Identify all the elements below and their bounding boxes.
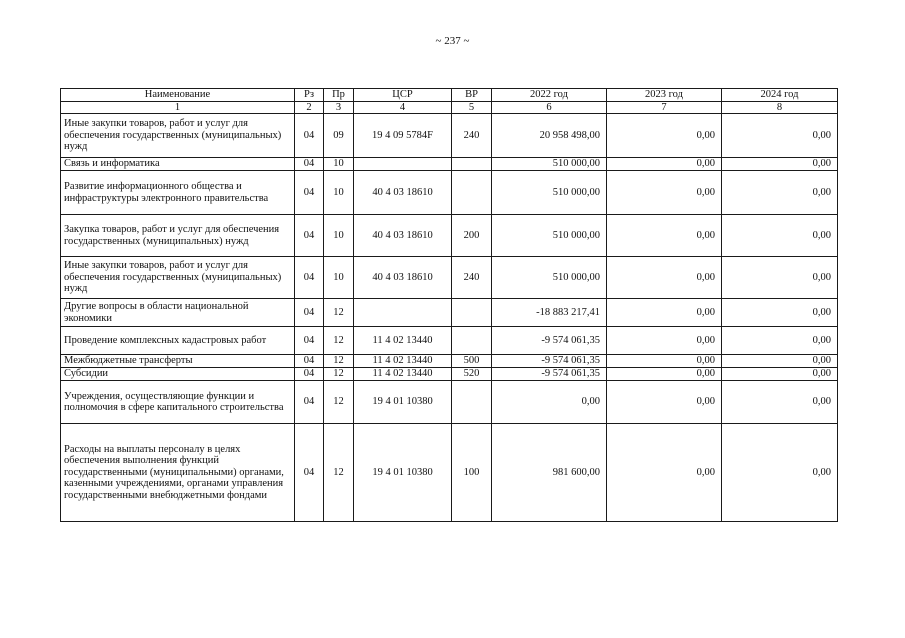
row-rz: 04: [295, 215, 324, 257]
row-rz: 04: [295, 381, 324, 424]
row-pr: 12: [324, 327, 354, 355]
row-csr: 19 4 01 10380: [354, 424, 452, 522]
row-name: Проведение комплексных кадастровых работ: [61, 327, 295, 355]
row-name: Иные закупки товаров, работ и услуг для обеспечения государственных (муниципальных) нужд: [61, 257, 295, 299]
row-csr: 11 4 02 13440: [354, 355, 452, 368]
row-2022: 0,00: [492, 381, 607, 424]
row-2023: 0,00: [607, 355, 722, 368]
column-number: 2: [295, 101, 324, 114]
column-number: 3: [324, 101, 354, 114]
row-csr: 40 4 03 18610: [354, 215, 452, 257]
row-rz: 04: [295, 355, 324, 368]
table-row: [61, 171, 838, 215]
row-name: Другие вопросы в области национальной экономики: [61, 299, 295, 327]
row-csr: [354, 158, 452, 171]
row-2023: 0,00: [607, 424, 722, 522]
row-2024: 0,00: [722, 327, 838, 355]
column-number: 4: [354, 101, 452, 114]
header-csr: ЦСР: [354, 89, 452, 102]
table-row: [61, 368, 838, 381]
row-2023: 0,00: [607, 327, 722, 355]
table-row: [61, 355, 838, 368]
row-rz: 04: [295, 257, 324, 299]
row-pr: 12: [324, 368, 354, 381]
row-name: Закупка товаров, работ и услуг для обеспечения государственных (муниципальных) нужд: [61, 215, 295, 257]
row-vr: 500: [452, 355, 492, 368]
table-row: [61, 381, 838, 424]
row-rz: 04: [295, 424, 324, 522]
column-number: 6: [492, 101, 607, 114]
row-2024: 0,00: [722, 368, 838, 381]
row-vr: 200: [452, 215, 492, 257]
row-pr: 12: [324, 299, 354, 327]
row-2022: 20 958 498,00: [492, 114, 607, 158]
row-vr: 240: [452, 257, 492, 299]
row-vr: 520: [452, 368, 492, 381]
row-vr: [452, 381, 492, 424]
row-2024: 0,00: [722, 257, 838, 299]
row-2024: 0,00: [722, 299, 838, 327]
row-2023: 0,00: [607, 257, 722, 299]
row-pr: 12: [324, 381, 354, 424]
header-name: Наименование: [61, 89, 295, 102]
row-csr: 11 4 02 13440: [354, 327, 452, 355]
row-pr: 10: [324, 215, 354, 257]
column-number: 5: [452, 101, 492, 114]
row-pr: 12: [324, 355, 354, 368]
row-2022: -9 574 061,35: [492, 327, 607, 355]
row-vr: [452, 299, 492, 327]
row-rz: 04: [295, 299, 324, 327]
row-2022: 510 000,00: [492, 171, 607, 215]
table-row: [61, 424, 838, 522]
header-2022: 2022 год: [492, 89, 607, 102]
row-pr: 10: [324, 257, 354, 299]
row-pr: 12: [324, 424, 354, 522]
header-row: [61, 89, 838, 102]
row-2023: 0,00: [607, 171, 722, 215]
page-number: ~ 237 ~: [435, 35, 470, 47]
row-name: Расходы на выплаты персоналу в целях обеспечения выполнения функций государственными (муниципальными) органами, казенными учреждениями, органами управления государственными внебюджетными фондами: [61, 424, 295, 522]
column-number-row: [61, 101, 838, 114]
row-rz: 04: [295, 327, 324, 355]
row-2024: 0,00: [722, 424, 838, 522]
row-2024: 0,00: [722, 158, 838, 171]
row-pr: 09: [324, 114, 354, 158]
row-name: Субсидии: [61, 368, 295, 381]
row-vr: [452, 158, 492, 171]
row-2022: 510 000,00: [492, 257, 607, 299]
row-2024: 0,00: [722, 171, 838, 215]
row-2024: 0,00: [722, 114, 838, 158]
row-name: Межбюджетные трансферты: [61, 355, 295, 368]
row-2024: 0,00: [722, 355, 838, 368]
row-csr: 11 4 02 13440: [354, 368, 452, 381]
row-csr: 19 4 09 5784F: [354, 114, 452, 158]
table-row: [61, 215, 838, 257]
row-2023: 0,00: [607, 158, 722, 171]
row-rz: 04: [295, 171, 324, 215]
row-2023: 0,00: [607, 299, 722, 327]
row-2024: 0,00: [722, 215, 838, 257]
row-2022: -9 574 061,35: [492, 355, 607, 368]
row-2023: 0,00: [607, 114, 722, 158]
row-vr: 100: [452, 424, 492, 522]
row-2024: 0,00: [722, 381, 838, 424]
row-name: Развитие информационного общества и инфраструктуры электронного правительства: [61, 171, 295, 215]
row-rz: 04: [295, 368, 324, 381]
header-2023: 2023 год: [607, 89, 722, 102]
table-row: [61, 327, 838, 355]
row-2023: 0,00: [607, 381, 722, 424]
column-number: 1: [61, 101, 295, 114]
table-row: [61, 158, 838, 171]
table-row: [61, 299, 838, 327]
row-2023: 0,00: [607, 215, 722, 257]
row-csr: [354, 299, 452, 327]
row-2023: 0,00: [607, 368, 722, 381]
budget-table: [60, 88, 838, 522]
row-vr: 240: [452, 114, 492, 158]
row-csr: 40 4 03 18610: [354, 171, 452, 215]
row-pr: 10: [324, 171, 354, 215]
row-2022: 981 600,00: [492, 424, 607, 522]
table-row: [61, 114, 838, 158]
header-vr: ВР: [452, 89, 492, 102]
row-vr: [452, 171, 492, 215]
row-2022: -18 883 217,41: [492, 299, 607, 327]
table-row: [61, 257, 838, 299]
row-vr: [452, 327, 492, 355]
row-name: Иные закупки товаров, работ и услуг для обеспечения государственных (муниципальных) нужд: [61, 114, 295, 158]
row-name: Учреждения, осуществляющие функции и полномочия в сфере капитального строительства: [61, 381, 295, 424]
row-csr: 19 4 01 10380: [354, 381, 452, 424]
row-rz: 04: [295, 158, 324, 171]
column-number: 8: [722, 101, 838, 114]
header-2024: 2024 год: [722, 89, 838, 102]
row-2022: 510 000,00: [492, 215, 607, 257]
header-pr: Пр: [324, 89, 354, 102]
row-rz: 04: [295, 114, 324, 158]
row-2022: 510 000,00: [492, 158, 607, 171]
header-rz: Рз: [295, 89, 324, 102]
row-name: Связь и информатика: [61, 158, 295, 171]
row-2022: -9 574 061,35: [492, 368, 607, 381]
column-number: 7: [607, 101, 722, 114]
row-csr: 40 4 03 18610: [354, 257, 452, 299]
row-pr: 10: [324, 158, 354, 171]
